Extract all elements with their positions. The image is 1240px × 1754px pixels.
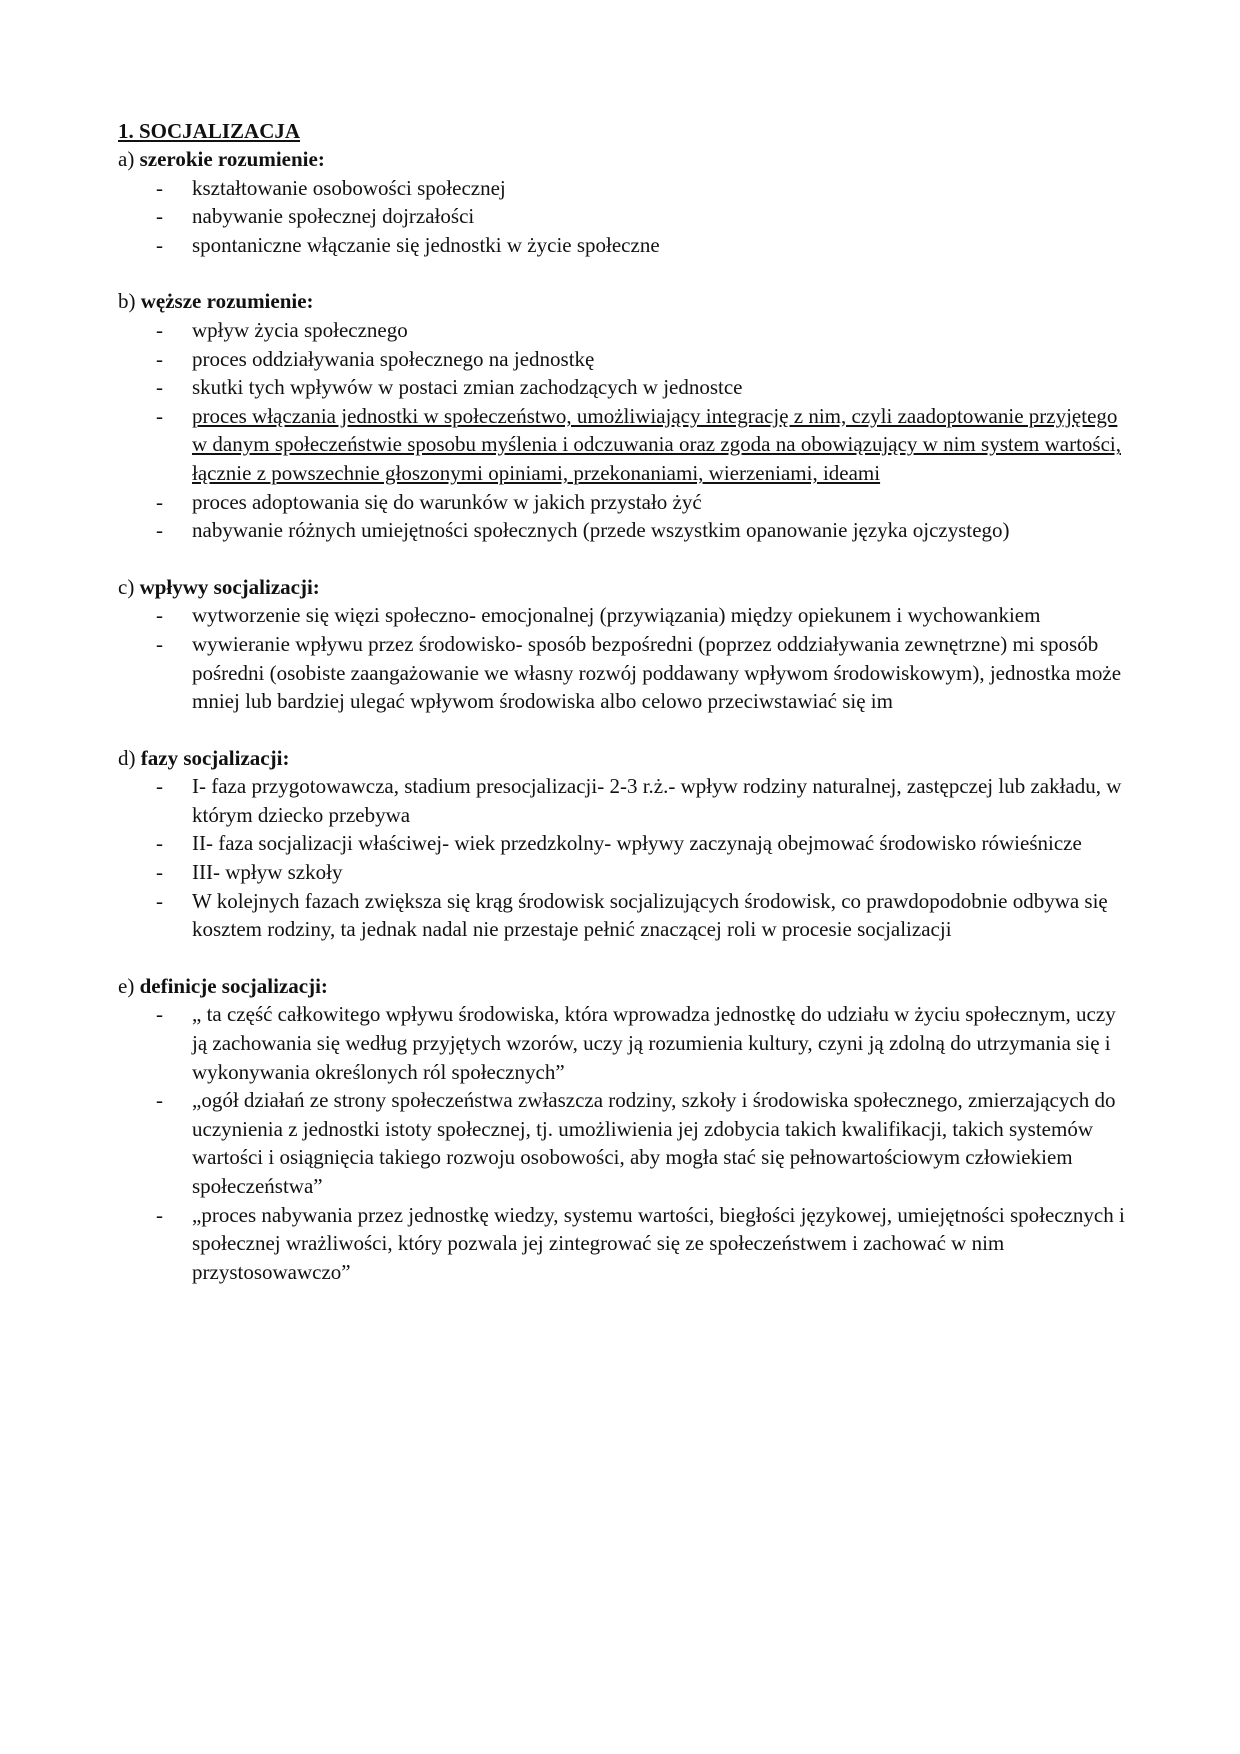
list-item xyxy=(118,1201,1128,1287)
list-item xyxy=(118,488,1128,517)
bullet-list xyxy=(118,1000,1128,1286)
section-heading-text: wpływy socjalizacji: xyxy=(139,574,320,599)
list-item-text: nabywanie społecznej dojrzałości xyxy=(192,204,475,229)
list-item xyxy=(118,630,1128,716)
dash-bullet-icon: - xyxy=(156,631,163,656)
section-letter: d) xyxy=(118,745,136,770)
section-heading-text: definicje socjalizacji: xyxy=(139,973,328,998)
section-heading xyxy=(118,744,1128,773)
list-item xyxy=(118,202,1128,231)
dash-bullet-icon: - xyxy=(156,1088,163,1113)
section-letter: a) xyxy=(118,147,135,171)
document-content xyxy=(118,117,1128,1314)
list-item-text: proces oddziaływania społecznego na jednostkę xyxy=(192,346,595,371)
dash-bullet-icon: - xyxy=(156,831,163,856)
list-item xyxy=(118,174,1128,203)
section-heading-text: węższe rozumienie: xyxy=(140,289,314,314)
dash-bullet-icon: - xyxy=(156,603,163,628)
dash-bullet-icon: - xyxy=(156,317,163,342)
bullet-list xyxy=(118,174,1128,260)
dash-bullet-icon: - xyxy=(156,175,163,200)
bullet-list xyxy=(118,601,1128,715)
list-item-text: nabywanie różnych umiejętności społecznych (przede wszystkim opanowanie języka ojczystego) xyxy=(192,518,1010,543)
list-item xyxy=(118,316,1128,345)
dash-bullet-icon: - xyxy=(156,204,163,229)
section-heading xyxy=(118,287,1128,316)
section-heading xyxy=(118,972,1128,1001)
list-item-text: I- faza przygotowawcza, stadium presocjalizacji- 2-3 r.ż.- wpływ rodziny naturalnej, zastępczej lub zakładu, w którym dziecko przebywa xyxy=(192,774,1122,827)
list-item xyxy=(118,231,1128,260)
section-e xyxy=(118,972,1128,1287)
section-b xyxy=(118,287,1128,544)
list-item-text: „proces nabywania przez jednostkę wiedzy, systemu wartości, biegłości językowej, umiejętności społecznych i społecznej wrażliwości, który pozwala jej zintegrować się ze społeczeństwem i zachować w nim przystosowawczo” xyxy=(192,1202,1125,1284)
list-item-text: skutki tych wpływów w postaci zmian zachodzących w jednostce xyxy=(192,375,743,400)
list-item-text-underlined: proces włączania jednostki w społeczeństwo, umożliwiający integrację z nim, czyli zaadoptowanie przyjętego w danym społeczeństwie sposobu myślenia i odczuwania oraz zgoda na obowiązujący w nim system wartości, łącznie z powszechnie głoszonymi opiniami, przekonaniami, wierzeniami, ideami xyxy=(192,403,1121,485)
list-item-text: wywieranie wpływu przez środowisko- sposób bezpośredni (poprzez oddziaływania zewnętrzne) mi sposób pośredni (osobiste zaangażowanie we własny rozwój poddawany wpływom środowiskowym), jednostka może mniej lub bardziej ulegać wpływom środowiska albo celowo przeciwstawiać się im xyxy=(192,631,1122,714)
dash-bullet-icon: - xyxy=(156,888,163,913)
list-item xyxy=(118,601,1128,630)
section-c xyxy=(118,573,1128,716)
list-item-text: kształtowanie osobowości społecznej xyxy=(192,175,506,200)
section-heading-text: szerokie rozumienie: xyxy=(139,147,325,171)
dash-bullet-icon: - xyxy=(156,774,163,799)
dash-bullet-icon: - xyxy=(156,232,163,257)
document-title: 1. SOCJALIZACJA xyxy=(118,119,301,143)
list-item xyxy=(118,1000,1128,1086)
section-letter: e) xyxy=(118,973,135,998)
section-heading-text: fazy socjalizacji: xyxy=(140,745,290,770)
list-item xyxy=(118,858,1128,887)
list-item xyxy=(118,516,1128,545)
list-item xyxy=(118,402,1128,488)
list-item xyxy=(118,1086,1128,1200)
list-item xyxy=(118,373,1128,402)
section-heading xyxy=(118,145,1128,174)
list-item-text: spontaniczne włączanie się jednostki w życie społeczne xyxy=(192,232,660,257)
list-item-text: II- faza socjalizacji właściwej- wiek przedzkolny- wpływy zaczynają obejmować środowisko rówieśnicze xyxy=(192,831,1082,856)
section-letter: c) xyxy=(118,574,135,599)
dash-bullet-icon: - xyxy=(156,489,163,514)
dash-bullet-icon: - xyxy=(156,518,163,543)
section-heading xyxy=(118,573,1128,602)
list-item-text: „ogół działań ze strony społeczeństwa zwłaszcza rodziny, szkoły i środowiska społecznego, zmierzających do uczynienia z jednostki istoty społecznej, tj. umożliwienia jej zdobycia takich kwalifikacji, takich systemów wartości i osiągnięcia takiego rozwoju osobowości, aby mogła stać się pełnowartościowym człowiekiem społeczeństwa” xyxy=(192,1088,1116,1198)
list-item xyxy=(118,772,1128,829)
list-item xyxy=(118,829,1128,858)
dash-bullet-icon: - xyxy=(156,375,163,400)
section-a xyxy=(118,145,1128,259)
list-item-text: „ ta część całkowitego wpływu środowiska, która wprowadza jednostkę do udziału w życiu społecznym, uczy ją zachowania się według przyjętych wzorów, uczy ją rozumienia kultury, czyni ją zdolną do utrzymania się i wykonywania określonych ról społecznych” xyxy=(192,1002,1116,1084)
dash-bullet-icon: - xyxy=(156,1202,163,1227)
list-item xyxy=(118,345,1128,374)
dash-bullet-icon: - xyxy=(156,1002,163,1027)
section-letter: b) xyxy=(118,289,136,314)
list-item xyxy=(118,887,1128,944)
dash-bullet-icon: - xyxy=(156,403,163,428)
dash-bullet-icon: - xyxy=(156,860,163,885)
bullet-list xyxy=(118,772,1128,944)
list-item-text: wytworzenie się więzi społeczno- emocjonalnej (przywiązania) między opiekunem i wychowankiem xyxy=(192,603,1041,628)
list-item-text: III- wpływ szkoły xyxy=(192,860,343,885)
section-d xyxy=(118,744,1128,944)
bullet-list xyxy=(118,316,1128,545)
dash-bullet-icon: - xyxy=(156,346,163,371)
list-item-text: W kolejnych fazach zwiększa się krąg środowisk socjalizujących środowisk, co prawdopodobnie odbywa się kosztem rodziny, ta jednak nadal nie przestaje pełnić znaczącej roli w procesie socjalizacji xyxy=(192,888,1108,942)
list-item-text: proces adoptowania się do warunków w jakich przystało żyć xyxy=(192,489,702,514)
list-item-text: wpływ życia społecznego xyxy=(192,317,408,342)
